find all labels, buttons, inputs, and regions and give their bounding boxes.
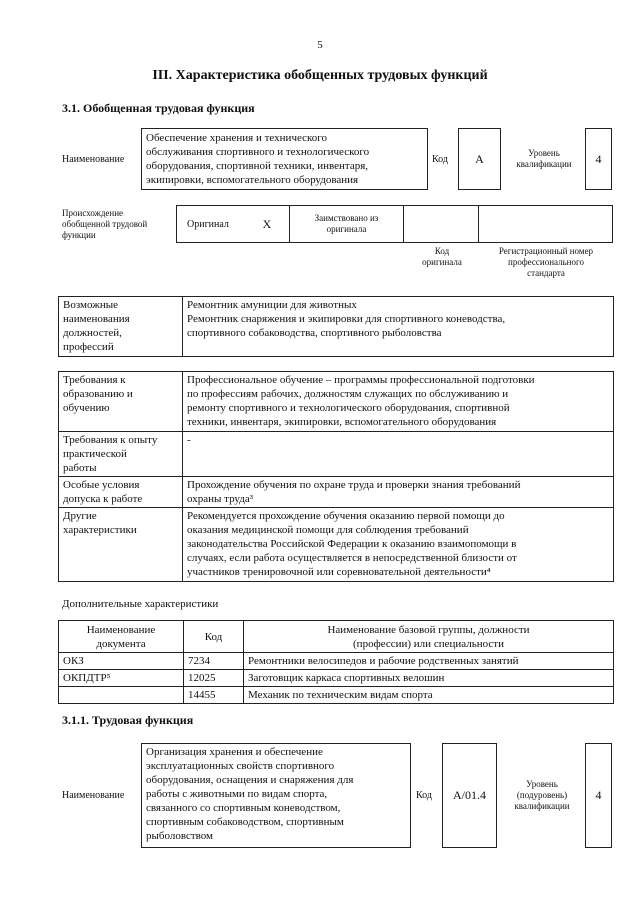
tf-name-label: Наименование	[62, 790, 125, 801]
requirement-value: Профессиональное обучение – программы профессиональной подготовки по профессиям рабочих, должностям служащих по обслуживанию и ремонту спортивного и технологического оборудования, спортивной техники, инвентаря, экипировки, вспомогательного оборудования	[183, 372, 614, 432]
tf-code-label: Код	[416, 790, 432, 801]
table-cell-doc: ОКПДТР⁵	[59, 670, 184, 687]
requirement-value: Прохождение обучения по охране труда и проверки знания требований охраны труда³	[183, 477, 614, 508]
requirement-row	[59, 477, 614, 508]
gtf-origin-label: Происхождение обобщенной трудовой функции	[62, 208, 148, 240]
additional-heading: Дополнительные характеристики	[62, 598, 219, 610]
table-cell-doc	[59, 687, 184, 704]
tf-heading: 3.1.1. Трудовая функция	[62, 713, 194, 727]
table-cell-name: Ремонтники велосипедов и рабочие родственных занятий	[244, 653, 614, 670]
table-row	[59, 687, 614, 704]
table-cell-code: 7234	[184, 653, 244, 670]
original-label: Оригинал	[187, 218, 229, 230]
tf-code-value: A/01.4	[442, 743, 497, 848]
tf-level-label: Уровень (подуровень) квалификации	[514, 779, 570, 811]
table-cell-code: 14455	[184, 687, 244, 704]
requirement-label: Другие характеристики	[59, 508, 183, 582]
column-header-document: Наименование документа	[59, 621, 184, 653]
reg-number-caption: Регистрационный номер профессионального стандарта	[498, 246, 594, 278]
table-row	[59, 670, 614, 687]
table-cell-name: Механик по техническим видам спорта	[244, 687, 614, 704]
requirement-row	[59, 372, 614, 432]
positions-table	[58, 296, 614, 357]
column-header-code: Код	[184, 621, 244, 653]
column-header-name: Наименование базовой группы, должности (профессии) или специальности	[244, 621, 614, 653]
section-title: III. Характеристика обобщенных трудовых функций	[152, 68, 488, 83]
origin-divider-2	[403, 205, 404, 243]
gtf-code-value: А	[458, 128, 501, 190]
table-cell-code: 12025	[184, 670, 244, 687]
additional-table	[58, 620, 614, 704]
positions-label: Возможные наименования должностей, профессий	[59, 297, 183, 357]
page-number: 5	[317, 39, 323, 51]
requirement-label: Особые условия допуска к работе	[59, 477, 183, 508]
gtf-code-label: Код	[432, 153, 448, 165]
requirement-value: -	[183, 432, 614, 477]
requirement-value: Рекомендуется прохождение обучения оказанию первой помощи до оказания медицинской помощи для соблюдения требований законодательства Российской Федерации к оказанию взаимопомощи в случаях, если работа осуществляется в непосредственной близости от участников тренировочной или соревновательной деятельности⁴	[183, 508, 614, 582]
requirement-label: Требования к образованию и обучению	[59, 372, 183, 432]
borrowed-label: Заимствовано из оригинала	[314, 213, 379, 234]
original-mark: X	[262, 216, 272, 231]
origin-divider-3	[478, 205, 479, 243]
gtf-level-label: Уровень квалификации	[516, 148, 572, 169]
requirements-table	[58, 371, 614, 582]
gtf-name-value: Обеспечение хранения и технического обслуживания спортивного и технологического оборудования, спортивной техники, инвентаря, экипировки, вспомогательного оборудования	[141, 128, 428, 190]
table-cell-name: Заготовщик каркаса спортивных велошин	[244, 670, 614, 687]
positions-value: Ремонтник амуниции для животных Ремонтник снаряжения и экипировки для спортивного коневодства, спортивного собаководства, спортивного рыболовства	[183, 297, 614, 357]
code-original-caption: Код оригинала	[422, 246, 462, 267]
table-cell-doc: ОКЗ	[59, 653, 184, 670]
gtf-level-value: 4	[585, 128, 612, 190]
positions-row	[59, 297, 614, 357]
tf-level-value: 4	[585, 743, 612, 848]
tf-name-value: Организация хранения и обеспечение эксплуатационных свойств спортивного оборудования, оснащения и снаряжения для работы с животными по видам спорта, связанного со спортивным коневодством, спортивным собаководством, спортивным рыболовством	[141, 743, 411, 848]
additional-header-row	[59, 621, 614, 653]
requirement-label: Требования к опыту практической работы	[59, 432, 183, 477]
requirement-row	[59, 508, 614, 582]
table-row	[59, 653, 614, 670]
gtf-heading: 3.1. Обобщенная трудовая функция	[62, 101, 255, 115]
gtf-name-label: Наименование	[62, 153, 125, 165]
requirement-row	[59, 432, 614, 477]
